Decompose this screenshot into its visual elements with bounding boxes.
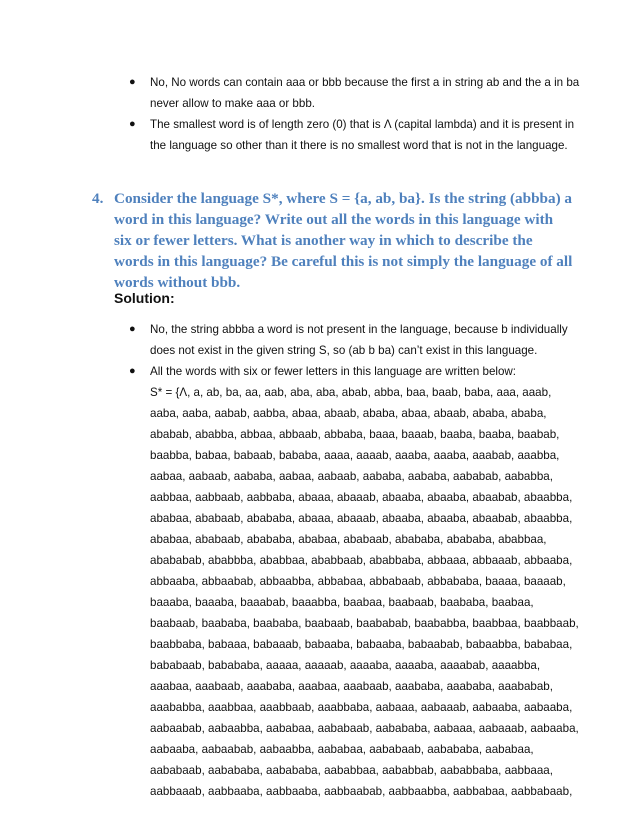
list-item — [0, 114, 638, 156]
solution-bullet-list — [0, 319, 638, 802]
list-item — [0, 319, 638, 361]
bullet-text: No, No words can contain aaa or bbb because the first a in string ab and the a in ba never allow to make aaa or bbb. — [150, 76, 580, 110]
bullet-text: All the words with six or fewer letters in this language are written below: — [150, 365, 517, 378]
solution-bullet-section — [0, 319, 638, 802]
bullet-icon: ● — [129, 365, 136, 377]
bullet-text: The smallest word is of length zero (0) that is Λ (capital lambda) and it is present in the language so other than it there is no smallest word that is not in the language. — [150, 118, 575, 152]
words-list: S* = {Λ, a, ab, ba, aa, aab, aba, aba, abab, abba, baa, baab, baba, aaa, aaab, aaba, aaba, aabab, aabba, abaa, abaab, ababa, abaa, abaab, ababa, ababa, ababab, ababba, abbaa, abbaab, abbaba, baaa, baaab, baaba, baaba, baabab, baabba, babaa, babaab, bababa, aaaa, aaaab, aaaba, aaaba, aaabab, aaabba, aabaa, aabaab, aababa, aabaa, aabaab, aababa, aababa, aababab, aababba, aabbaa, aabbaab, aabbaba, abaaa, abaaab, abaaba, abaaba, abaabab, abaabba, ababaa, ababaab, abababa, abaaa, abaaab, abaaba, abaaba, abaabab, abaabba, ababaa, ababaab, abababa, ababaa, ababaab, abababa, abababa, ababbaa, abababab, ababbba, ababbaa, ababbaab, ababbaba, abbaaa, abbaaab, abbaaba, abbaaba, abbaabab, abbaabba, abbabaa, abbabaab, abbababa, baaaa, baaaab, baaaba, baaaba, baaabab, baaabba, baabaa, baabaab, baababa, baabaa, baabaab, baababa, baababa, baabaab, baababab, baababba, baabbaa, baabbaab, baabbaba, babaaa, babaaab, babaaba, babaaba, babaabab, babaabba, bababaa, bababaab, babababa, aaaaa, aaaaab, aaaaba, aaaaba, aaaabab, aaaabba, aaabaa, aaabaab, aaababa, aaabaa, aaabaab, aaababa, aaababa, aaababab, aaababba, aaabbaa, aaabbaab, aaabbaba, aabaaa, aabaaab, aabaaba, aabaaba, aabaabab, aabaabba, aababaa, aababaab, aabababa, aabaaa, aabaaab, aabaaba, aabaaba, aabaabab, aabaabba, aababaa, aababaab, aabababa, aababaa, aababaab, aabababa, aabababa, aababbaa, aababbab, aababbaba, aabbaaa, aabbaaab, aabbaaba, aabbaaba, aabbaabab, aabbaabba, aabbabaa, aabbabaab, — [150, 386, 579, 798]
question-number: 4. — [92, 190, 104, 207]
question-text: Consider the language S*, where S = {a, ab, ba}. Is the string (abbba) a word in this language? Write out all the words in this language with six or fewer letters. What is another way in which to describe the words in this language? Be careful this is not simply the language of all words without bbb. — [114, 190, 573, 291]
question-heading — [84, 188, 574, 293]
top-bullet-list — [0, 72, 638, 156]
bullet-icon: ● — [129, 76, 136, 88]
bullet-text: No, the string abbba a word is not present in the language, because b individually does not exist in the given string S, so (ab b ba) can’t exist in this language. — [150, 323, 568, 357]
list-item — [0, 72, 638, 114]
bullet-icon: ● — [129, 118, 136, 130]
top-bullet-section — [0, 72, 638, 156]
solution-heading: Solution: — [114, 290, 175, 306]
list-item — [0, 361, 638, 802]
bullet-icon: ● — [129, 323, 136, 335]
